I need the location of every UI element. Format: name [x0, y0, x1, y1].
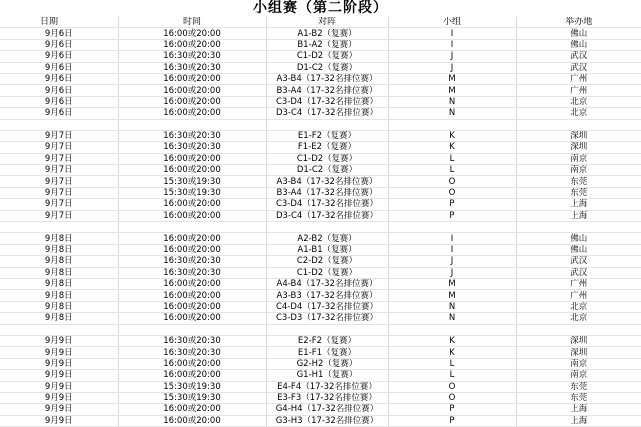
cell-time: 16:00或20:00 — [118, 244, 266, 255]
cell-venue: 深圳 — [516, 347, 641, 358]
empty-cell — [516, 222, 641, 233]
cell-venue: 南京 — [516, 153, 641, 164]
cell-match: A4-B4（17-32名排位赛） — [266, 278, 388, 289]
cell-match: C1-D2（复赛） — [266, 51, 388, 62]
cell-time: 16:30或20:30 — [118, 51, 266, 62]
cell-group: N — [388, 108, 516, 119]
cell-group: N — [388, 313, 516, 324]
cell-group: I — [388, 28, 516, 39]
cell-match: E4-F4（17-32名排位赛） — [266, 381, 388, 392]
cell-venue: 广州 — [516, 290, 641, 301]
cell-time: 16:00或20:00 — [118, 108, 266, 119]
cell-match: G3-H3（17-32名排位赛） — [266, 415, 388, 426]
cell-group: K — [388, 347, 516, 358]
header-date: 日期 — [0, 17, 118, 28]
cell-group: L — [388, 165, 516, 176]
cell-time: 16:30或20:30 — [118, 62, 266, 73]
cell-date: 9月7日 — [0, 199, 118, 210]
cell-date: 9月8日 — [0, 267, 118, 278]
header-group: 小组 — [388, 17, 516, 28]
cell-time: 16:00或20:00 — [118, 153, 266, 164]
table-row — [0, 153, 641, 164]
cell-venue: 北京 — [516, 108, 641, 119]
cell-date: 9月9日 — [0, 392, 118, 403]
empty-cell — [118, 222, 266, 233]
table-row — [0, 39, 641, 50]
cell-date: 9月9日 — [0, 415, 118, 426]
cell-date: 9月6日 — [0, 73, 118, 84]
table-row — [0, 267, 641, 278]
cell-venue: 深圳 — [516, 335, 641, 346]
cell-time: 16:00或20:00 — [118, 404, 266, 415]
cell-match: D1-C2（复赛） — [266, 165, 388, 176]
cell-date: 9月6日 — [0, 85, 118, 96]
table-row — [0, 210, 641, 221]
cell-venue: 佛山 — [516, 39, 641, 50]
table-row — [0, 187, 641, 198]
cell-match: D3-C4（17-32名排位赛） — [266, 108, 388, 119]
cell-time: 15:30或19:30 — [118, 381, 266, 392]
cell-venue: 北京 — [516, 96, 641, 107]
cell-match: B3-A4（17-32名排位赛） — [266, 187, 388, 198]
cell-date: 9月8日 — [0, 313, 118, 324]
table-row — [0, 335, 641, 346]
cell-venue: 武汉 — [516, 51, 641, 62]
cell-group: J — [388, 256, 516, 267]
cell-group: J — [388, 62, 516, 73]
cell-match: E3-F3（17-32名排位赛） — [266, 392, 388, 403]
table-row — [0, 381, 641, 392]
cell-venue: 上海 — [516, 199, 641, 210]
cell-date: 9月9日 — [0, 347, 118, 358]
cell-venue: 东莞 — [516, 381, 641, 392]
empty-cell — [266, 222, 388, 233]
cell-time: 16:00或20:00 — [118, 73, 266, 84]
table-row — [0, 233, 641, 244]
cell-date: 9月8日 — [0, 290, 118, 301]
cell-date: 9月8日 — [0, 244, 118, 255]
cell-time: 16:00或20:00 — [118, 301, 266, 312]
cell-date: 9月9日 — [0, 381, 118, 392]
cell-date: 9月8日 — [0, 233, 118, 244]
table-row — [0, 347, 641, 358]
cell-match: E2-F2（复赛） — [266, 335, 388, 346]
table-row — [0, 392, 641, 403]
cell-date: 9月7日 — [0, 142, 118, 153]
cell-group: I — [388, 39, 516, 50]
cell-time: 16:30或20:30 — [118, 335, 266, 346]
cell-group: I — [388, 244, 516, 255]
cell-venue: 佛山 — [516, 244, 641, 255]
cell-match: D3-C4（17-32名排位赛） — [266, 210, 388, 221]
cell-match: C3-D4（17-32名排位赛） — [266, 96, 388, 107]
cell-venue: 深圳 — [516, 142, 641, 153]
schedule-table — [0, 17, 641, 427]
cell-venue: 佛山 — [516, 233, 641, 244]
cell-date: 9月9日 — [0, 358, 118, 369]
cell-time: 16:30或20:30 — [118, 347, 266, 358]
cell-date: 9月6日 — [0, 28, 118, 39]
table-row — [0, 244, 641, 255]
cell-group: O — [388, 381, 516, 392]
cell-group: L — [388, 153, 516, 164]
cell-venue: 南京 — [516, 165, 641, 176]
cell-time: 16:00或20:00 — [118, 313, 266, 324]
table-row — [0, 301, 641, 312]
cell-group: N — [388, 96, 516, 107]
table-row — [0, 358, 641, 369]
empty-cell — [0, 222, 118, 233]
cell-match: A1-B2（复赛） — [266, 28, 388, 39]
cell-group: K — [388, 335, 516, 346]
cell-time: 16:30或20:30 — [118, 256, 266, 267]
cell-match: C3-D3（17-32名排位赛） — [266, 313, 388, 324]
cell-match: C2-D2（复赛） — [266, 256, 388, 267]
cell-venue: 南京 — [516, 358, 641, 369]
cell-group: O — [388, 176, 516, 187]
table-row — [0, 199, 641, 210]
cell-match: C3-D4（17-32名排位赛） — [266, 199, 388, 210]
empty-cell — [388, 119, 516, 130]
table-row — [0, 130, 641, 141]
table-row — [0, 28, 641, 39]
cell-time: 16:30或20:30 — [118, 130, 266, 141]
cell-group: J — [388, 267, 516, 278]
cell-group: J — [388, 51, 516, 62]
cell-group: I — [388, 233, 516, 244]
cell-date: 9月6日 — [0, 51, 118, 62]
cell-group: M — [388, 290, 516, 301]
cell-group: M — [388, 278, 516, 289]
header-row — [0, 17, 641, 28]
cell-time: 15:30或19:30 — [118, 176, 266, 187]
cell-venue: 南京 — [516, 370, 641, 381]
cell-venue: 佛山 — [516, 28, 641, 39]
table-row — [0, 85, 641, 96]
empty-cell — [388, 222, 516, 233]
header-venue: 举办地 — [516, 17, 641, 28]
cell-match: E1-F1（复赛） — [266, 347, 388, 358]
schedule-body — [0, 28, 641, 427]
cell-match: E1-F2（复赛） — [266, 130, 388, 141]
cell-group: O — [388, 392, 516, 403]
empty-cell — [0, 324, 118, 335]
spacer-row — [0, 324, 641, 335]
table-row — [0, 256, 641, 267]
cell-venue: 北京 — [516, 301, 641, 312]
table-row — [0, 51, 641, 62]
cell-time: 16:00或20:00 — [118, 28, 266, 39]
cell-match: B3-A4（17-32名排位赛） — [266, 85, 388, 96]
cell-time: 16:00或20:00 — [118, 233, 266, 244]
table-row — [0, 165, 641, 176]
cell-venue: 上海 — [516, 415, 641, 426]
cell-time: 16:00或20:00 — [118, 96, 266, 107]
cell-group: O — [388, 187, 516, 198]
cell-date: 9月7日 — [0, 130, 118, 141]
cell-time: 16:00或20:00 — [118, 210, 266, 221]
cell-match: G4-H4（17-32名排位赛） — [266, 404, 388, 415]
cell-group: K — [388, 130, 516, 141]
cell-group: L — [388, 370, 516, 381]
cell-match: A3-B4（17-32名排位赛） — [266, 176, 388, 187]
spacer-row — [0, 119, 641, 130]
cell-date: 9月9日 — [0, 404, 118, 415]
cell-time: 16:00或20:00 — [118, 370, 266, 381]
cell-date: 9月8日 — [0, 278, 118, 289]
cell-date: 9月6日 — [0, 39, 118, 50]
cell-venue: 广州 — [516, 73, 641, 84]
cell-match: F1-E2（复赛） — [266, 142, 388, 153]
sheet-title: 小组赛（第二阶段） — [253, 0, 388, 16]
cell-match: B1-A2（复赛） — [266, 39, 388, 50]
cell-date: 9月8日 — [0, 256, 118, 267]
cell-time: 16:00或20:00 — [118, 85, 266, 96]
cell-time: 16:00或20:00 — [118, 358, 266, 369]
cell-match: C1-D2（复赛） — [266, 153, 388, 164]
empty-cell — [388, 324, 516, 335]
cell-time: 16:00或20:00 — [118, 165, 266, 176]
cell-venue: 北京 — [516, 313, 641, 324]
empty-cell — [0, 119, 118, 130]
cell-match: G1-H1（复赛） — [266, 370, 388, 381]
cell-match: D1-C2（复赛） — [266, 62, 388, 73]
cell-venue: 东莞 — [516, 187, 641, 198]
cell-group: P — [388, 404, 516, 415]
table-row — [0, 62, 641, 73]
cell-date: 9月7日 — [0, 187, 118, 198]
table-row — [0, 290, 641, 301]
table-row — [0, 278, 641, 289]
cell-venue: 广州 — [516, 278, 641, 289]
cell-time: 16:00或20:00 — [118, 290, 266, 301]
cell-date: 9月9日 — [0, 335, 118, 346]
cell-time: 16:00或20:00 — [118, 415, 266, 426]
cell-group: K — [388, 142, 516, 153]
cell-match: A2-B2（复赛） — [266, 233, 388, 244]
cell-venue: 武汉 — [516, 62, 641, 73]
spacer-row — [0, 222, 641, 233]
cell-date: 9月7日 — [0, 210, 118, 221]
table-row — [0, 96, 641, 107]
cell-group: M — [388, 85, 516, 96]
cell-venue: 上海 — [516, 210, 641, 221]
cell-venue: 武汉 — [516, 256, 641, 267]
table-row — [0, 313, 641, 324]
cell-venue: 东莞 — [516, 176, 641, 187]
table-row — [0, 108, 641, 119]
cell-date: 9月7日 — [0, 176, 118, 187]
cell-date: 9月6日 — [0, 108, 118, 119]
cell-venue: 武汉 — [516, 267, 641, 278]
cell-group: P — [388, 210, 516, 221]
cell-date: 9月9日 — [0, 370, 118, 381]
empty-cell — [266, 119, 388, 130]
cell-group: P — [388, 415, 516, 426]
cell-date: 9月7日 — [0, 165, 118, 176]
cell-match: C4-D4（17-32名排位赛） — [266, 301, 388, 312]
cell-match: A3-B3（17-32名排位赛） — [266, 290, 388, 301]
cell-match: A3-B4（17-32名排位赛） — [266, 73, 388, 84]
header-match: 对阵 — [266, 17, 388, 28]
cell-date: 9月6日 — [0, 62, 118, 73]
table-row — [0, 73, 641, 84]
cell-date: 9月6日 — [0, 96, 118, 107]
table-row — [0, 370, 641, 381]
empty-cell — [118, 119, 266, 130]
cell-time: 16:30或20:30 — [118, 142, 266, 153]
cell-venue: 深圳 — [516, 130, 641, 141]
table-row — [0, 176, 641, 187]
cell-time: 15:30或19:30 — [118, 392, 266, 403]
cell-venue: 东莞 — [516, 392, 641, 403]
cell-group: P — [388, 199, 516, 210]
cell-time: 16:30或20:30 — [118, 267, 266, 278]
cell-venue: 上海 — [516, 404, 641, 415]
cell-match: G2-H2（复赛） — [266, 358, 388, 369]
cell-date: 9月8日 — [0, 301, 118, 312]
cell-time: 15:30或19:30 — [118, 187, 266, 198]
empty-cell — [266, 324, 388, 335]
table-row — [0, 404, 641, 415]
cell-time: 16:00或20:00 — [118, 39, 266, 50]
cell-match: C1-D2（复赛） — [266, 267, 388, 278]
cell-time: 16:00或20:00 — [118, 199, 266, 210]
cell-group: L — [388, 358, 516, 369]
cell-group: N — [388, 301, 516, 312]
cell-venue: 广州 — [516, 85, 641, 96]
empty-cell — [516, 119, 641, 130]
table-row — [0, 142, 641, 153]
cell-date: 9月7日 — [0, 153, 118, 164]
cell-match: A1-B1（复赛） — [266, 244, 388, 255]
cell-group: M — [388, 73, 516, 84]
header-time: 时间 — [118, 17, 266, 28]
empty-cell — [516, 324, 641, 335]
empty-cell — [118, 324, 266, 335]
cell-time: 16:00或20:00 — [118, 278, 266, 289]
